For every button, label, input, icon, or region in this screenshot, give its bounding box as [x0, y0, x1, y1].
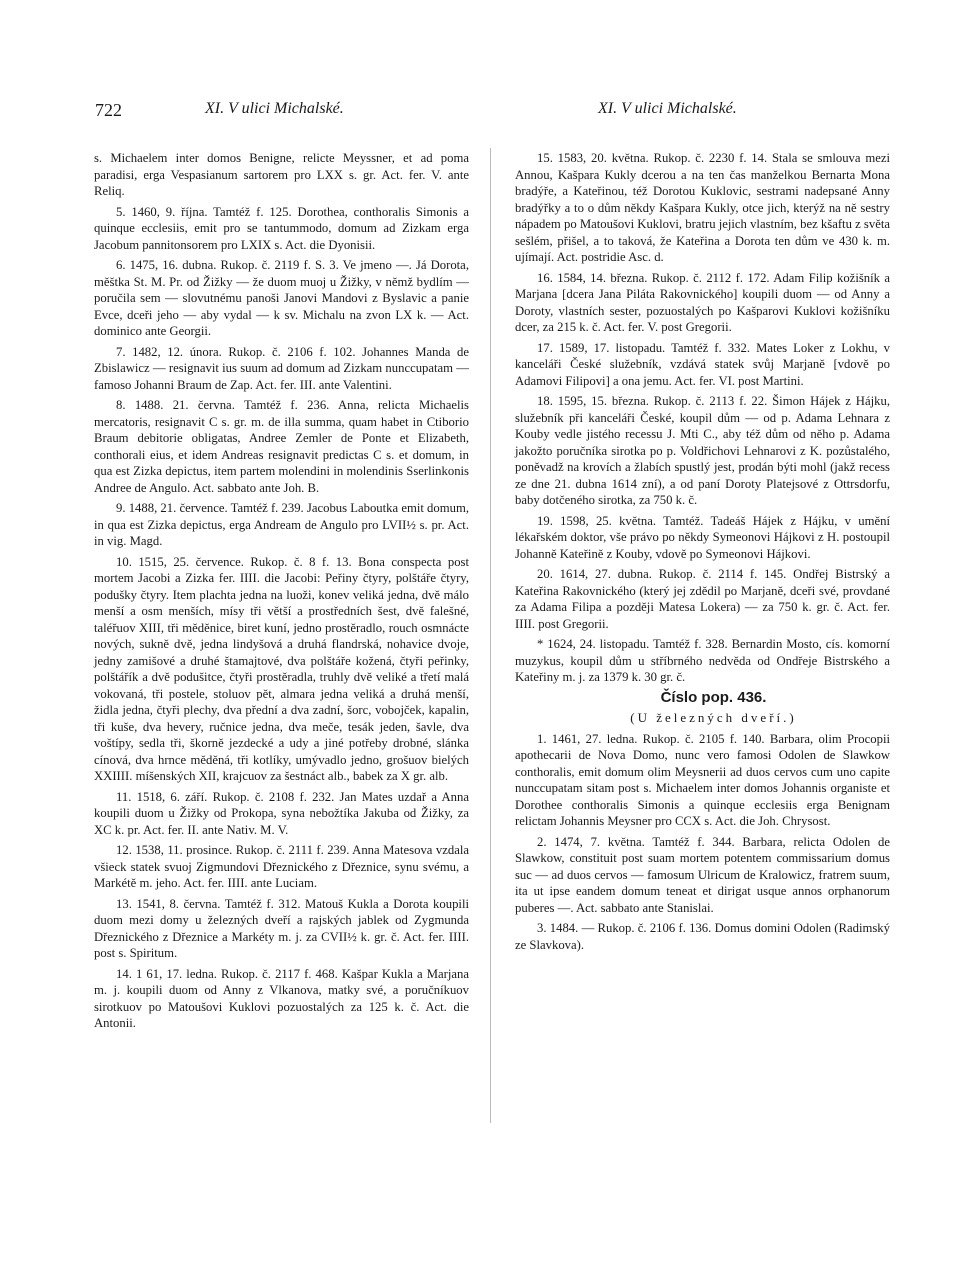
- page-header: [0, 100, 960, 130]
- entry-5: 5. 1460, 9. října. Tamtéž f. 125. Dorothea, conthoralis Simonis a quinque ecclesiis, emit pro se tantummodo, domum ad Zizkam erga Jacobum pannitonsorem pro LXIX s. Act. die Dyonisii.: [94, 204, 469, 252]
- entry-15: 15. 1583, 20. května. Rukop. č. 2230 f. 14. Stala se smlouva mezi Annou, Kašpara Kukly dcerou a na ten čas manželkou Bernarta Mona bradýře, a Kateřinou, též Dorotou Kuklovic, sestrami nadepsané Anny bradýřky a to o dům někdy Kašpara Kukly, otce jich, kterýž na ně sestry nápadem po Matoušovi Kuklovi, bratru jejich vlastním, bez kšaftu z světa sešlém, přišel, a to taková, že Kateřina a Dorota ten dům ve 430 k. m. ujímají. Act. postridie Asc. d.: [515, 151, 890, 264]
- entry-12: 12. 1538, 11. prosince. Rukop. č. 2111 f. 239. Anna Matesova vzdala všieck statek svuoj Zigmundovi Dřeznického z Dřeznice, synu svému, a Markétě m. jeho. Act. fer. IIII. ante Luciam.: [94, 843, 469, 890]
- entry-10: 10. 1515, 25. července. Rukop. č. 8 f. 13. Bona conspecta post mortem Jacobi a Zizka fer. IIII. die Jacobi: Peřiny čtyry, polštáře čtyry, podušky čtyry. Item plachta jedna na luoži, konev veliká jedna, dvě málo menší a osm menších, mísy tři větší a prostředních šest, dvě falešné, taléřuov XIII, tři měděnice, biret kuní, jedno prostěradlo, rouch osmnácte nových, sukně dvě, jedna lindyšová a druhá flandrská, nohavice dvoje, jedny zamišové a druhé štamajtové, dva polštáře kožená, čtyři peřinky, polštářík a dvě podušitce, čtyři prostěradla, truhly dvě veliké a třetí malá vokovaná, tři postele, stoluov pět, almara jedna veliká a druhá menší, židla jedna, čtyři plechy, dva přední a dva zadní, šorc, vobojček, kapalin, tři kuše, dva hevery, ručnice jedna, dva meče, tesák jeden, šavle, dva voštípy, sedla tři, škorně jezdecké a udy a jiné potřeby drobné, slánka cínová, dva hrnce měděná, tři kotlíky, umývadlo jedno, grošuov bielých XXIIII. míšenských XII, krajcuov za šestnáct alb., babek za X gr. alb.: [94, 554, 469, 783]
- entry-19: 19. 1598, 25. května. Tamtéž. Tadeáš Hájek z Hájku, v umění lékařském doktor, vše právo po někdy Symeonovi Hájkovi z H. postoupil Johanně Kateřině z Kouby, vdově po Symeonovi Hájkovi.: [515, 513, 890, 561]
- entry-14: 14. 1 61, 17. ledna. Rukop. č. 2117 f. 468. Kašpar Kukla a Marjana m. j. koupili duom od Anny z Vlkanova, matky své, a poručníkuov sirotkuov po Matoušovi Kuklovi pozuostalých za 125 k. č. Act. die Antonii.: [94, 966, 469, 1030]
- paragraph-continuation: s. Michaelem inter domos Benigne, relicte Meyssner, et ad poma paradisi, erga Vespasianum sartorem pro LXX s. gr. Act. fer. V. ante Reliq.: [94, 151, 469, 198]
- entry-18: 18. 1595, 15. března. Rukop. č. 2113 f. 22. Šimon Hájek z Hájku, služebník při kanceláři České, koupil dům — od p. Adama Lehnara z Kouby vedle jistého recessu J. Mti C., aby též dům od něho p. Adama jakožto poručníka sirotka po p. Voldřichovi Lehnarovi z K. pozůstalého, poněvadž na krovích a žlabích spustlý jest, prodán býti mohl (jakž recess ze dne 21. dubna 1614 zní), a od paní Doroty Platejsové z Ottrsdorfu, baby dotčeného sirotka, za 750 k. č.: [515, 394, 890, 507]
- entry-6: 6. 1475, 16. dubna. Rukop. č. 2119 f. S. 3. Ve jmeno —. Já Dorota, měštka St. M. Pr. od Žižky — že duom muoj u Žižky, v němž bydlím — poručila sem — slovutnému panoši Janovi Mandovi z Byslavic a panie Evce, dceři jeho — aby vydal — k sv. Michalu na zvon LX k. — Act. dominico ante Georgii.: [94, 258, 469, 338]
- entry-11: 11. 1518, 6. září. Rukop. č. 2108 f. 232. Jan Mates uzdař a Anna koupili duom u Žižky od Prokopa, syna nebožtíka Jakuba od Žižky, za XC k. pr. Act. fer. II. ante Nativ. M. V.: [94, 789, 469, 837]
- section-heading: Číslo pop. 436.: [660, 688, 767, 706]
- entry-9: 9. 1488, 21. července. Tamtéž f. 239. Jacobus Laboutka emit domum, in qua est Zizka depictus, erga Andream de Angulo pro LVII½ s. pr. Act. in vig. Magd.: [94, 501, 469, 548]
- entry-17: 17. 1589, 17. listopadu. Tamtéž f. 332. Mates Loker z Lokhu, v kanceláři České služebník, vzdává statek svůj Marjaně [vdově po Adamovi Filipovi] a ona jemu. Act. fer. VI. post Martini.: [515, 340, 890, 388]
- entry-436-2: 2. 1474, 7. května. Tamtéž f. 344. Barbara, relicta Odolen de Slawkow, constituit post suam mortem potentem commissarium domus suc — ad duos cervos — famosum Ulricum de Kralowicz, fratrem suum, ita ut ipse eandem domum teneat et dirigat usque annos orphanorum puberes —. Act. sabbato ante Stanislai.: [515, 834, 890, 915]
- section-subheading: (U železných dveří.): [630, 710, 797, 725]
- entry-asterisk: * 1624, 24. listopadu. Tamtéž f. 328. Bernardin Mosto, cís. komorní muzykus, koupil dům u stříbrného nedvěda od Ondřeje Bistrského a Kateřiny m. j. za 1379 k. 30 gr. č.: [515, 637, 890, 684]
- column-divider: [490, 148, 491, 1123]
- entry-7: 7. 1482, 12. února. Rukop. č. 2106 f. 102. Johannes Manda de Zbislawicz — resignavit ius suum ad domum ad Zizkam nunccupatam — famoso Johanni Braum de Zap. Act. fer. III. ante Valentini.: [94, 344, 469, 392]
- running-head-right: XI. V ulici Michalské.: [598, 100, 737, 117]
- entry-20: 20. 1614, 27. dubna. Rukop. č. 2114 f. 145. Ondřej Bistrský a Kateřina Rakovnického (který jej zdědil po Marjaně, dceři své, provdané za Adama Filipa a později Matesa Lokera) — za 750 k. gr. č. Act. fer. IIII. post Gregorii.: [515, 567, 890, 631]
- entry-16: 16. 1584, 14. března. Rukop. č. 2112 f. 172. Adam Filip kožišník a Marjana [dcera Jana Piláta Rakovnického] koupili duom — od Anny a Doroty, vlastních sester, pozuostalých po Kašparovi Kuklovi kožišníku dcer, za 215 k. č. Act. fer. V. post Gregorii.: [515, 270, 890, 334]
- running-head-left: XI. V ulici Michalské.: [205, 100, 344, 117]
- left-column: [94, 150, 469, 1036]
- entry-436-1: 1. 1461, 27. ledna. Rukop. č. 2105 f. 140. Barbara, olim Procopii apothecarii de Nova Domo, nunc vero famosi Odolen de Slawkow conthoralis, emit domum olim Meysnerii ad duos cervos cum uno capite nunccupatam sitam post s. Michaelem inter domos Johannis organiste et Dorothee conthoralis Simonis a quinque ecclesiis erga Benignam relictam Johannis Meysner pro CCX s. Act. die Joh. Chrysost.: [515, 731, 890, 828]
- right-column: [515, 150, 890, 957]
- page-number: 722: [95, 100, 122, 120]
- entry-436-3: 3. 1484. — Rukop. č. 2106 f. 136. Domus domini Odolen (Radimský ze Slavkova).: [515, 921, 890, 952]
- entry-13: 13. 1541, 8. června. Tamtéž f. 312. Matouš Kukla a Dorota koupili duom mezi domy u železných dveří a rajských jablek od Zygmunda Dřeznického z Dřeznice a Markéty m. j. za CVII½ k. gr. č. Act. fer. IIII. post s. Spiritum.: [94, 896, 469, 960]
- entry-8: 8. 1488. 21. června. Tamtéž f. 236. Anna, relicta Michaelis mercatoris, resignavit C s. gr. m. de illa summa, quam habet in Ctiborio Braum debitorie obligatas, Andree Zemler de Ponte et Elizabeth, conthorali eius, et idem Andreas resignavit predictas C s. et domum, in qua est Zizka depictus, item partem molendini in molendinis Sserlinkonis Andree de Angulo. Act. sabbato ante Joh. B.: [94, 398, 469, 495]
